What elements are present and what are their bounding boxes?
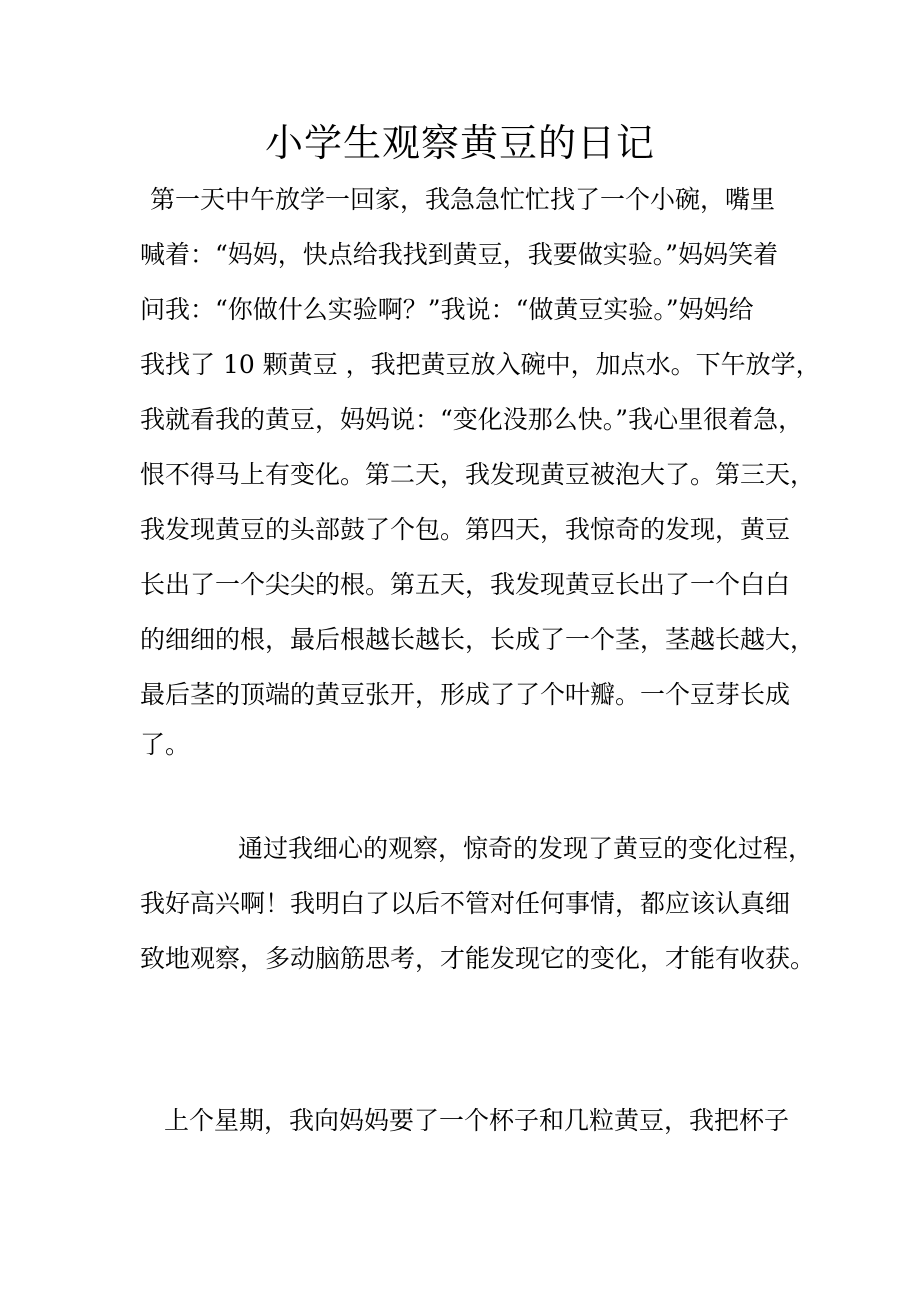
paragraph-1-line: 问我：“你做什么实验啊？”我说：“做黄豆实验。”妈妈给	[140, 295, 754, 324]
document-title: 小学生观察黄豆的日记	[264, 121, 655, 165]
paragraph-1-line: 恨不得马上有变化。第二天，我发现黄豆被泡大了。第三天，	[140, 460, 816, 489]
paragraph-1-line: 我找了 10 颗黄豆 ，我把黄豆放入碗中，加点水。下午放学，	[140, 350, 821, 379]
paragraph-2-line: 通过我细心的观察，惊奇的发现了黄豆的变化过程，	[238, 834, 814, 863]
paragraph-1-line: 第一天中午放学一回家，我急急忙忙找了一个小碗，嘴里	[150, 185, 776, 214]
paragraph-1-line: 的细细的根，最后根越长越长，长成了一个茎，茎越长越大，	[140, 625, 816, 654]
paragraph-1-line: 最后茎的顶端的黄豆张开，形成了了个叶瓣。一个豆芽长成	[140, 680, 791, 709]
paragraph-1-line: 长出了一个尖尖的根。第五天，我发现黄豆长出了一个白白	[140, 570, 791, 599]
paragraph-1-line: 我就看我的黄豆，妈妈说：“变化没那么快。”我心里很着急，	[140, 405, 804, 434]
paragraph-2-line: 我好高兴啊！我明白了以后不管对任何事情，都应该认真细	[140, 889, 791, 918]
paragraph-2-line: 致地观察，多动脑筋思考，才能发现它的变化，才能有收获。	[140, 944, 816, 973]
paragraph-1-line: 了。	[140, 730, 191, 759]
paragraph-3-line: 上个星期，我向妈妈要了一个杯子和几粒黄豆，我把杯子	[164, 1106, 790, 1135]
paragraph-1-line: 我发现黄豆的头部鼓了个包。第四天，我惊奇的发现，黄豆	[140, 515, 791, 544]
paragraph-1-line: 喊着：“妈妈，快点给我找到黄豆，我要做实验。”妈妈笑着	[140, 240, 779, 269]
